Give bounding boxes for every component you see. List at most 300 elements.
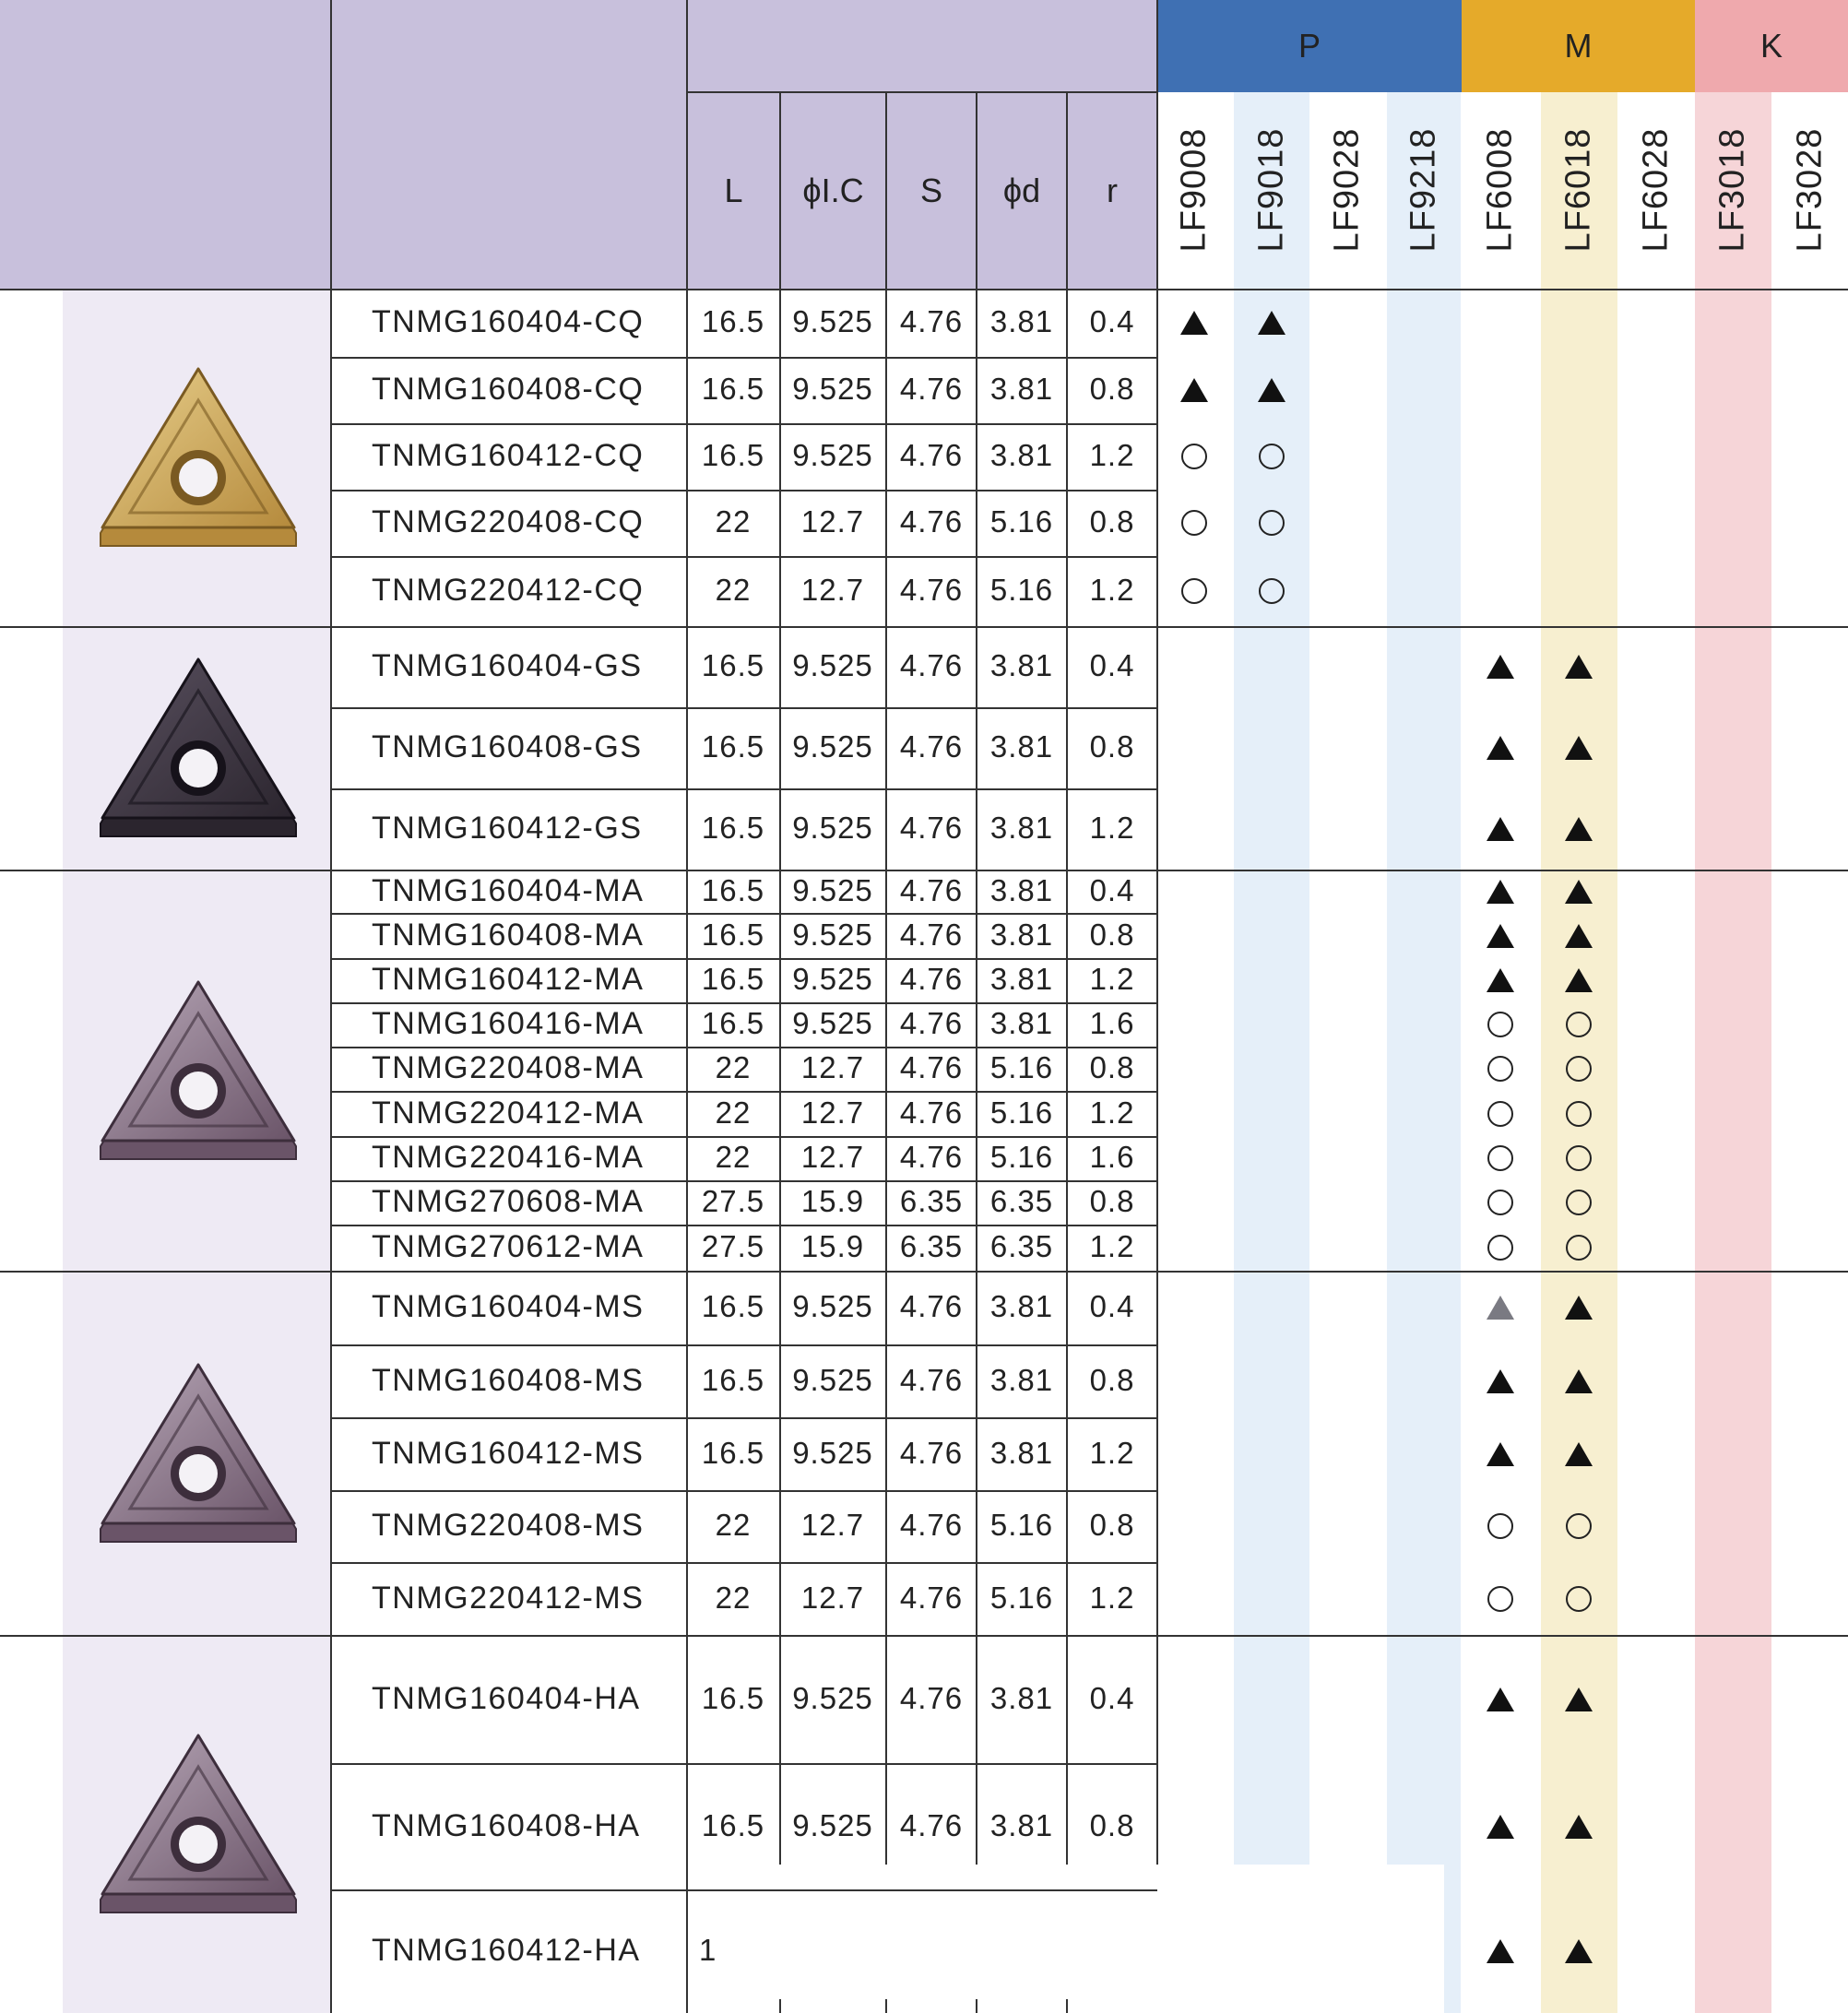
dim-value-r: 1.2	[1089, 1095, 1135, 1130]
dim-value-s: 4.76	[899, 1050, 964, 1084]
available-circle-icon	[1566, 1145, 1592, 1171]
dim-value-l: 1	[699, 1933, 717, 1967]
dim-value-s: 4.76	[899, 1362, 964, 1397]
dim-value-l: 16.5	[701, 917, 765, 952]
dim-value-s: 4.76	[899, 962, 964, 996]
available-circle-icon	[1487, 1056, 1513, 1082]
row-divider	[331, 1490, 1157, 1492]
dim-value-s: 4.76	[899, 1140, 964, 1174]
recommended-triangle-icon	[1565, 1687, 1593, 1711]
grade-header-lf9018: LF9018	[1251, 127, 1291, 253]
model-code: TNMG220408-MA	[372, 1050, 645, 1085]
model-code: TNMG270608-MA	[372, 1184, 645, 1219]
column-divider	[976, 1999, 977, 2013]
dim-value-ic: 9.525	[792, 962, 873, 996]
dim-value-r: 0.8	[1089, 504, 1135, 539]
row-divider	[331, 1047, 1157, 1048]
grade-col-tint-lf3018	[1695, 92, 1771, 2013]
dim-value-l: 16.5	[701, 1006, 765, 1040]
dim-value-l: 16.5	[701, 438, 765, 472]
column-divider	[1156, 870, 1158, 1271]
model-code: TNMG220412-MA	[372, 1095, 645, 1131]
column-divider	[976, 289, 977, 626]
dim-value-l: 22	[715, 1508, 752, 1542]
dim-value-s: 4.76	[899, 648, 964, 682]
header-divider	[686, 0, 688, 289]
purple-triangle-insert-icon	[88, 969, 309, 1177]
gold-triangle-insert-icon	[88, 356, 309, 563]
dim-header-r	[1067, 92, 1157, 289]
recommended-triangle-icon	[1487, 1815, 1514, 1839]
dim-value-ic: 9.525	[792, 1807, 873, 1842]
dim-header-s	[886, 92, 977, 289]
row-divider	[331, 1889, 1157, 1891]
dim-value-r: 0.4	[1089, 304, 1135, 338]
section-divider	[0, 626, 1848, 628]
column-divider	[1156, 1635, 1158, 1865]
column-divider	[779, 626, 781, 870]
dim-header-label: r	[1107, 171, 1118, 209]
available-circle-icon	[1566, 1586, 1592, 1612]
dim-value-d: 3.81	[989, 1435, 1054, 1470]
dim-value-d: 6.35	[989, 1184, 1054, 1218]
column-divider	[976, 626, 977, 870]
dim-value-ic: 15.9	[800, 1184, 865, 1218]
recommended-triangle-icon	[1565, 968, 1593, 992]
dim-value-s: 4.76	[899, 1435, 964, 1470]
dim-value-l: 16.5	[701, 1289, 765, 1323]
header-divider	[1066, 92, 1068, 289]
dim-value-ic: 12.7	[800, 1095, 865, 1130]
dim-value-d: 6.35	[989, 1229, 1054, 1263]
recommended-triangle-icon	[1487, 736, 1514, 760]
dim-value-s: 4.76	[899, 1680, 964, 1715]
header-divider	[1156, 0, 1158, 289]
dim-value-ic: 9.525	[792, 648, 873, 682]
row-divider	[331, 1562, 1157, 1564]
dim-value-l: 16.5	[701, 648, 765, 682]
group-m-header	[1462, 0, 1695, 92]
dim-value-r: 1.2	[1089, 438, 1135, 472]
row-divider	[331, 1180, 1157, 1182]
dim-value-d: 3.81	[989, 304, 1054, 338]
row-divider	[331, 707, 1157, 709]
model-code: TNMG160412-CQ	[372, 438, 645, 473]
dim-value-r: 0.4	[1089, 872, 1135, 907]
dim-value-s: 4.76	[899, 504, 964, 539]
dim-value-s: 6.35	[899, 1229, 964, 1263]
grade-header-lf6018: LF6018	[1558, 127, 1598, 253]
dim-header-label: L	[724, 171, 743, 209]
dim-value-r: 1.2	[1089, 962, 1135, 996]
available-circle-icon	[1181, 578, 1207, 604]
model-code: TNMG220412-MS	[372, 1580, 645, 1616]
header-divider	[330, 0, 332, 289]
dim-value-l: 22	[715, 1095, 752, 1130]
header-model-column	[331, 0, 687, 289]
dim-value-s: 4.76	[899, 917, 964, 952]
dim-value-d: 5.16	[989, 1508, 1054, 1542]
row-divider	[331, 1091, 1157, 1093]
group-k-header	[1695, 0, 1848, 92]
dim-value-s: 4.76	[899, 1095, 964, 1130]
dim-value-d: 3.81	[989, 1807, 1054, 1842]
model-code: TNMG160408-HA	[372, 1807, 641, 1843]
dim-value-d: 3.81	[989, 648, 1054, 682]
column-divider	[686, 289, 688, 626]
dark-triangle-insert-icon	[88, 646, 309, 854]
dim-value-ic: 12.7	[800, 573, 865, 607]
dim-value-r: 1.2	[1089, 811, 1135, 845]
dim-value-l: 16.5	[701, 1362, 765, 1397]
column-divider	[330, 626, 332, 870]
dim-value-s: 4.76	[899, 1289, 964, 1323]
column-divider	[330, 1635, 332, 2013]
model-code: TNMG270612-MA	[372, 1229, 645, 1264]
column-divider	[885, 1999, 887, 2013]
dim-value-l: 22	[715, 1580, 752, 1615]
header-dimension-group	[687, 0, 1157, 92]
purple-triangle-insert-icon	[88, 1352, 309, 1559]
dim-value-ic: 9.525	[792, 1680, 873, 1715]
dim-value-s: 4.76	[899, 872, 964, 907]
recommended-triangle-icon	[1258, 378, 1285, 402]
model-code: TNMG160404-HA	[372, 1680, 641, 1716]
header-divider	[687, 91, 1157, 93]
dim-value-ic: 12.7	[800, 1140, 865, 1174]
model-code: TNMG160416-MA	[372, 1006, 645, 1041]
section-divider	[0, 870, 1848, 871]
dim-header-label: ϕd	[1002, 171, 1041, 209]
recommended-triangle-icon	[1565, 1369, 1593, 1393]
dim-value-s: 4.76	[899, 304, 964, 338]
header-divider	[779, 92, 781, 289]
recommended-triangle-icon	[1487, 880, 1514, 904]
dim-value-l: 22	[715, 504, 752, 539]
column-divider	[885, 626, 887, 870]
column-divider	[1066, 1271, 1068, 1635]
dim-value-r: 1.2	[1089, 1229, 1135, 1263]
column-divider	[1156, 289, 1158, 626]
recommended-triangle-icon	[1487, 924, 1514, 948]
recommended-triangle-icon	[1565, 1296, 1593, 1320]
dim-value-d: 3.81	[989, 729, 1054, 764]
row-divider	[331, 958, 1157, 960]
model-code: TNMG160412-GS	[372, 811, 643, 846]
dim-value-l: 27.5	[701, 1184, 765, 1218]
grade-header-lf6008: LF6008	[1480, 127, 1520, 253]
row-divider	[331, 913, 1157, 915]
column-divider	[1156, 626, 1158, 870]
dim-value-ic: 12.7	[800, 1050, 865, 1084]
available-circle-icon	[1259, 578, 1285, 604]
column-divider	[779, 1635, 781, 1865]
recommended-triangle-icon	[1487, 1687, 1514, 1711]
dim-value-d: 5.16	[989, 1580, 1054, 1615]
model-code: TNMG160408-GS	[372, 729, 643, 764]
dim-value-r: 1.6	[1089, 1140, 1135, 1174]
dim-header-label: S	[919, 171, 942, 209]
dim-value-d: 5.16	[989, 1140, 1054, 1174]
grade-header-lf3018: LF3018	[1712, 127, 1752, 253]
dim-value-d: 3.81	[989, 917, 1054, 952]
row-divider	[331, 556, 1157, 558]
dim-value-r: 0.8	[1089, 1184, 1135, 1218]
dim-value-ic: 9.525	[792, 304, 873, 338]
model-code: TNMG160404-MS	[372, 1289, 645, 1324]
dim-value-ic: 9.525	[792, 1362, 873, 1397]
column-divider	[330, 870, 332, 1271]
available-circle-icon	[1181, 444, 1207, 469]
recommended-triangle-icon	[1487, 968, 1514, 992]
dim-value-r: 0.4	[1089, 648, 1135, 682]
dim-header-d	[977, 92, 1067, 289]
dim-value-l: 16.5	[701, 1680, 765, 1715]
column-divider	[1156, 1271, 1158, 1635]
column-divider	[686, 1271, 688, 1635]
model-code: TNMG160408-CQ	[372, 372, 645, 407]
available-circle-icon	[1566, 1235, 1592, 1261]
column-divider	[885, 289, 887, 626]
grade-col-tint-lf9218	[1387, 92, 1461, 2013]
dim-value-s: 4.76	[899, 1580, 964, 1615]
dim-value-r: 0.4	[1089, 1289, 1135, 1323]
column-divider	[686, 870, 688, 1271]
dim-value-l: 16.5	[701, 1807, 765, 1842]
row-divider	[331, 1344, 1157, 1346]
section-divider	[0, 1271, 1848, 1273]
row-divider	[331, 1225, 1157, 1226]
column-divider	[330, 289, 332, 626]
dim-value-l: 22	[715, 573, 752, 607]
row-divider	[331, 357, 1157, 359]
available-circle-icon	[1566, 1012, 1592, 1037]
group-k-label: K	[1759, 27, 1783, 65]
dim-value-r: 0.8	[1089, 1050, 1135, 1084]
dim-value-l: 16.5	[701, 729, 765, 764]
model-code: TNMG220412-CQ	[372, 573, 645, 608]
row-divider	[331, 1417, 1157, 1419]
available-circle-icon	[1487, 1513, 1513, 1539]
recommended-triangle-icon	[1180, 378, 1208, 402]
column-divider	[1066, 1999, 1068, 2013]
available-circle-icon	[1487, 1190, 1513, 1215]
dim-value-d: 3.81	[989, 811, 1054, 845]
dim-value-r: 1.6	[1089, 1006, 1135, 1040]
dim-header-label: ϕI.C	[802, 171, 864, 209]
dim-value-l: 16.5	[701, 1435, 765, 1470]
model-code: TNMG220408-CQ	[372, 504, 645, 539]
dim-value-l: 16.5	[701, 962, 765, 996]
row-divider	[331, 1763, 1157, 1765]
recommended-triangle-icon	[1487, 817, 1514, 841]
recommended-triangle-icon	[1565, 655, 1593, 679]
recommended-triangle-icon	[1487, 1442, 1514, 1466]
column-divider	[779, 1271, 781, 1635]
dim-value-l: 27.5	[701, 1229, 765, 1263]
dim-value-s: 4.76	[899, 1508, 964, 1542]
model-code: TNMG160404-MA	[372, 872, 645, 908]
dim-value-ic: 9.525	[792, 917, 873, 952]
recommended-triangle-icon	[1565, 817, 1593, 841]
available-circle-icon	[1259, 444, 1285, 469]
column-divider	[1066, 289, 1068, 626]
dim-value-ic: 9.525	[792, 438, 873, 472]
dim-value-l: 16.5	[701, 872, 765, 907]
column-divider	[686, 1635, 688, 1865]
purple-triangle-insert-icon	[88, 1723, 309, 1930]
dim-value-s: 4.76	[899, 729, 964, 764]
missing-region	[719, 1865, 1444, 2013]
header-image-column	[0, 0, 331, 289]
group-p-label: P	[1297, 27, 1321, 65]
recommended-triangle-icon	[1565, 736, 1593, 760]
model-code: TNMG160412-HA	[372, 1933, 641, 1968]
dim-value-ic: 15.9	[800, 1229, 865, 1263]
available-circle-icon	[1259, 510, 1285, 536]
model-code: TNMG160412-MA	[372, 962, 645, 997]
header-divider	[885, 92, 887, 289]
grade-header-lf9218: LF9218	[1404, 127, 1443, 253]
header-bottom-line	[0, 289, 1848, 290]
dim-value-l: 22	[715, 1140, 752, 1174]
model-code: TNMG160408-MA	[372, 917, 645, 953]
available-circle-icon	[1181, 510, 1207, 536]
model-code: TNMG160404-CQ	[372, 304, 645, 339]
grade-col-tint-lf6018	[1541, 92, 1617, 2013]
grade-header-lf9028: LF9028	[1327, 127, 1367, 253]
row-divider	[331, 490, 1157, 491]
column-divider	[779, 1999, 781, 2013]
dim-value-ic: 12.7	[800, 504, 865, 539]
dim-value-ic: 9.525	[792, 372, 873, 406]
column-divider	[885, 1635, 887, 1865]
row-divider	[331, 1002, 1157, 1004]
grade-header-lf9008: LF9008	[1174, 127, 1214, 253]
model-code: TNMG220408-MS	[372, 1508, 645, 1543]
dim-value-r: 1.2	[1089, 1580, 1135, 1615]
dim-value-d: 3.81	[989, 1289, 1054, 1323]
dim-value-r: 0.8	[1089, 917, 1135, 952]
dim-value-l: 22	[715, 1050, 752, 1084]
dim-value-d: 3.81	[989, 438, 1054, 472]
column-divider	[1066, 870, 1068, 1271]
recommended-triangle-icon	[1565, 880, 1593, 904]
group-p-header	[1157, 0, 1462, 92]
dim-header-ic	[780, 92, 886, 289]
dim-value-s: 6.35	[899, 1184, 964, 1218]
recommended-triangle-icon	[1487, 655, 1514, 679]
grade-header-lf6028: LF6028	[1636, 127, 1676, 253]
dim-value-d: 5.16	[989, 1050, 1054, 1084]
dim-value-s: 4.76	[899, 1807, 964, 1842]
recommended-triangle-icon	[1565, 1815, 1593, 1839]
dim-value-l: 16.5	[701, 304, 765, 338]
dim-value-r: 0.8	[1089, 1508, 1135, 1542]
dim-value-r: 0.8	[1089, 1362, 1135, 1397]
column-divider	[976, 1271, 977, 1635]
dim-value-r: 1.2	[1089, 1435, 1135, 1470]
recommended-triangle-icon	[1565, 1939, 1593, 1963]
available-circle-icon	[1566, 1190, 1592, 1215]
dim-value-d: 3.81	[989, 1680, 1054, 1715]
available-circle-icon	[1566, 1056, 1592, 1082]
dim-value-r: 0.8	[1089, 1807, 1135, 1842]
dim-value-s: 4.76	[899, 811, 964, 845]
group-m-label: M	[1564, 27, 1593, 65]
dim-value-d: 3.81	[989, 872, 1054, 907]
column-divider	[779, 870, 781, 1271]
dim-value-r: 1.2	[1089, 573, 1135, 607]
dim-value-ic: 9.525	[792, 1289, 873, 1323]
available-circle-icon	[1487, 1586, 1513, 1612]
recommended-triangle-icon	[1487, 1939, 1514, 1963]
recommended-triangle-icon	[1258, 311, 1285, 335]
dim-header-l	[687, 92, 780, 289]
model-code: TNMG220416-MA	[372, 1140, 645, 1175]
recommended-triangle-icon	[1487, 1369, 1514, 1393]
model-code: TNMG160412-MS	[372, 1435, 645, 1471]
model-code: TNMG160404-GS	[372, 648, 643, 683]
row-divider	[331, 1136, 1157, 1138]
dim-value-d: 5.16	[989, 1095, 1054, 1130]
row-divider	[331, 788, 1157, 790]
column-divider	[976, 870, 977, 1271]
dim-value-ic: 12.7	[800, 1580, 865, 1615]
dim-value-ic: 12.7	[800, 1508, 865, 1542]
column-divider	[1066, 626, 1068, 870]
column-divider	[885, 1271, 887, 1635]
row-divider	[331, 423, 1157, 425]
header-divider	[976, 92, 977, 289]
recommended-triangle-icon	[1565, 1442, 1593, 1466]
column-divider	[686, 1865, 688, 2013]
dim-value-s: 4.76	[899, 573, 964, 607]
dim-value-ic: 9.525	[792, 1435, 873, 1470]
column-divider	[686, 626, 688, 870]
dim-value-ic: 9.525	[792, 1006, 873, 1040]
available-circle-icon	[1487, 1145, 1513, 1171]
available-circle-icon	[1487, 1101, 1513, 1127]
available-circle-icon	[1566, 1101, 1592, 1127]
dim-value-s: 4.76	[899, 372, 964, 406]
available-circle-icon	[1487, 1235, 1513, 1261]
available-circle-icon	[1566, 1513, 1592, 1539]
section-divider	[0, 1635, 1848, 1637]
available-circle-icon	[1487, 1012, 1513, 1037]
recommended-triangle-icon	[1565, 924, 1593, 948]
dim-value-d: 5.16	[989, 504, 1054, 539]
recommended-triangle-icon	[1487, 1296, 1514, 1320]
column-divider	[330, 1271, 332, 1635]
dim-value-d: 5.16	[989, 573, 1054, 607]
dim-value-l: 16.5	[701, 811, 765, 845]
recommended-triangle-icon	[1180, 311, 1208, 335]
dim-value-s: 4.76	[899, 438, 964, 472]
dim-value-r: 0.8	[1089, 372, 1135, 406]
dim-value-d: 3.81	[989, 372, 1054, 406]
dim-value-l: 16.5	[701, 372, 765, 406]
model-code: TNMG160408-MS	[372, 1362, 645, 1398]
column-divider	[1066, 1635, 1068, 1865]
dim-value-ic: 9.525	[792, 729, 873, 764]
grade-header-lf3028: LF3028	[1790, 127, 1830, 253]
dim-value-ic: 9.525	[792, 811, 873, 845]
dim-value-d: 3.81	[989, 1006, 1054, 1040]
dim-value-ic: 9.525	[792, 872, 873, 907]
dim-value-d: 3.81	[989, 962, 1054, 996]
column-divider	[885, 870, 887, 1271]
